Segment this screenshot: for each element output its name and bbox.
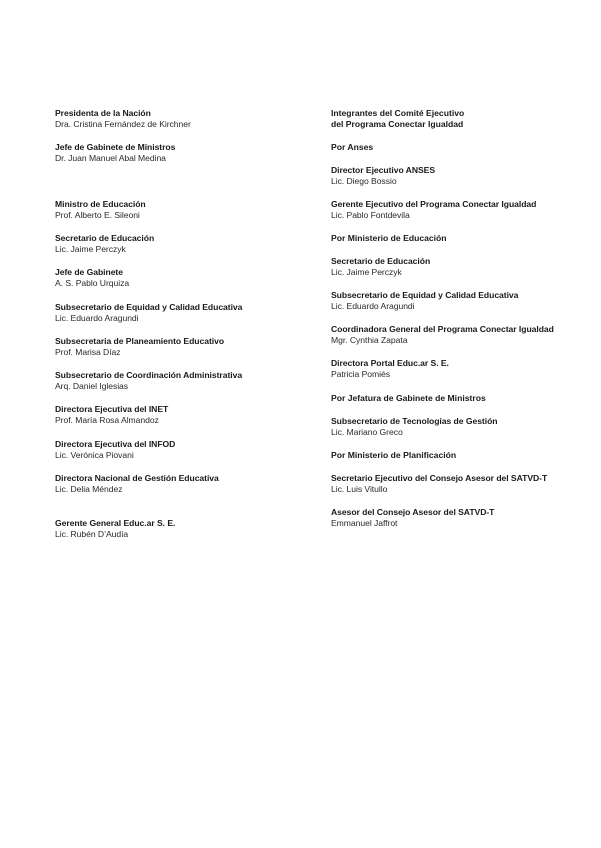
credit-gerente-programa (331, 199, 536, 222)
credit-title: Subsecretario de Equidad y Calidad Educativa (55, 302, 243, 312)
credit-directora-infod (55, 439, 175, 462)
credit-gerente-educar (55, 518, 175, 541)
credit-title: Secretario de Educación (55, 233, 155, 243)
section-planificacion (331, 450, 456, 461)
section-jefatura (331, 393, 486, 404)
credit-secretario-educacion (55, 233, 154, 256)
credit-jefe-gabinete-ministros (55, 142, 175, 165)
credit-name: Patricia Pomiés (331, 369, 390, 380)
credit-name: Dra. Cristina Fernández de Kirchner (55, 119, 191, 130)
credit-name: Prof. María Rosa Almandoz (55, 415, 159, 426)
credit-name: Lic. Mariano Greco (331, 427, 403, 438)
credit-subsecretaria-planeamiento (55, 336, 224, 359)
credit-director-anses (331, 165, 435, 188)
credit-directora-portal (331, 358, 449, 381)
section-heading: Por Jefatura de Gabinete de Ministros (331, 393, 486, 403)
credit-name: Lic. Verónica Piovani (55, 450, 134, 461)
credit-title: Directora Ejecutiva del INET (55, 404, 169, 414)
credit-name: Mgr. Cynthia Zapata (331, 335, 408, 346)
credit-presidenta (55, 108, 191, 131)
credit-title: Jefe de Gabinete de Ministros (55, 142, 176, 152)
section-heading: Por Ministerio de Planificación (331, 450, 457, 460)
section-heading: Por Anses (331, 142, 374, 152)
credit-title: Directora Portal Educ.ar S. E. (331, 358, 449, 368)
credit-coordinadora-programa (331, 324, 554, 347)
section-anses (331, 142, 373, 153)
credit-title: Subsecretario de Tecnologías de Gestión (331, 416, 498, 426)
credit-name: Lic. Diego Bossio (331, 176, 397, 187)
credit-subsecretario-tecnologias (331, 416, 497, 439)
credit-name: Lic. Pablo Fontdevila (331, 210, 410, 221)
credit-directora-gestion (55, 473, 219, 496)
credit-title: Secretario Ejecutivo del Consejo Asesor del SATVD-T (331, 473, 548, 483)
credit-title: Gerente General Educ.ar S. E. (55, 518, 176, 528)
credit-name: Lic. Delia Méndez (55, 484, 123, 495)
credit-name: Prof. Marisa Díaz (55, 347, 121, 358)
credit-name: Lic. Eduardo Aragundi (331, 301, 415, 312)
credit-directora-inet (55, 404, 168, 427)
credit-title: Directora Nacional de Gestión Educativa (55, 473, 219, 483)
credit-asesor-satvd (331, 507, 494, 530)
credit-title: Ministro de Educación (55, 199, 146, 209)
credit-title: Subsecretario de Coordinación Administrativa (55, 370, 243, 380)
credit-name: Arq. Daniel Iglesias (55, 381, 129, 392)
credit-subsecretario-coordinacion (55, 370, 242, 393)
credit-ministro-educacion (55, 199, 146, 222)
committee-heading (331, 108, 464, 131)
credit-title: Director Ejecutivo ANSES (331, 165, 436, 175)
credit-subsecretario-equidad-r (331, 290, 518, 313)
credit-title: Directora Ejecutiva del INFOD (55, 439, 176, 449)
section-heading: Por Ministerio de Educación (331, 233, 447, 243)
credit-title: Gerente Ejecutivo del Programa Conectar Igualdad (331, 199, 537, 209)
credit-title: Presidenta de la Nación (55, 108, 151, 118)
credit-name: A. S. Pablo Urquiza (55, 278, 130, 289)
credit-title: Jefe de Gabinete (55, 267, 123, 277)
credit-name: Prof. Alberto E. Sileoni (55, 210, 140, 221)
credit-title: Coordinadora General del Programa Conectar Igualdad (331, 324, 554, 334)
credit-name: Lic. Jaime Perczyk (331, 267, 402, 278)
credit-name: Lic. Rubén D’Audía (55, 529, 129, 540)
committee-heading-line1: Integrantes del Comité Ejecutivo (331, 108, 465, 118)
credit-name: Emmanuel Jaffrot (331, 518, 398, 529)
credit-name: Lic. Luis Vitullo (331, 484, 388, 495)
credit-secretario-educacion-r (331, 256, 430, 279)
section-educacion (331, 233, 447, 244)
credit-name: Dr. Juan Manuel Abal Medina (55, 153, 166, 164)
credit-subsecretario-equidad (55, 302, 242, 325)
credit-name: Lic. Eduardo Aragundi (55, 313, 139, 324)
credit-title: Asesor del Consejo Asesor del SATVD-T (331, 507, 495, 517)
credit-jefe-gabinete (55, 267, 129, 290)
committee-heading-line2: del Programa Conectar Igualdad (331, 119, 464, 130)
credit-secretario-satvd (331, 473, 547, 496)
credit-name: Lic. Jaime Perczyk (55, 244, 126, 255)
credit-title: Subsecretario de Equidad y Calidad Educativa (331, 290, 519, 300)
credit-title: Secretario de Educación (331, 256, 431, 266)
credit-title: Subsecretaria de Planeamiento Educativo (55, 336, 225, 346)
